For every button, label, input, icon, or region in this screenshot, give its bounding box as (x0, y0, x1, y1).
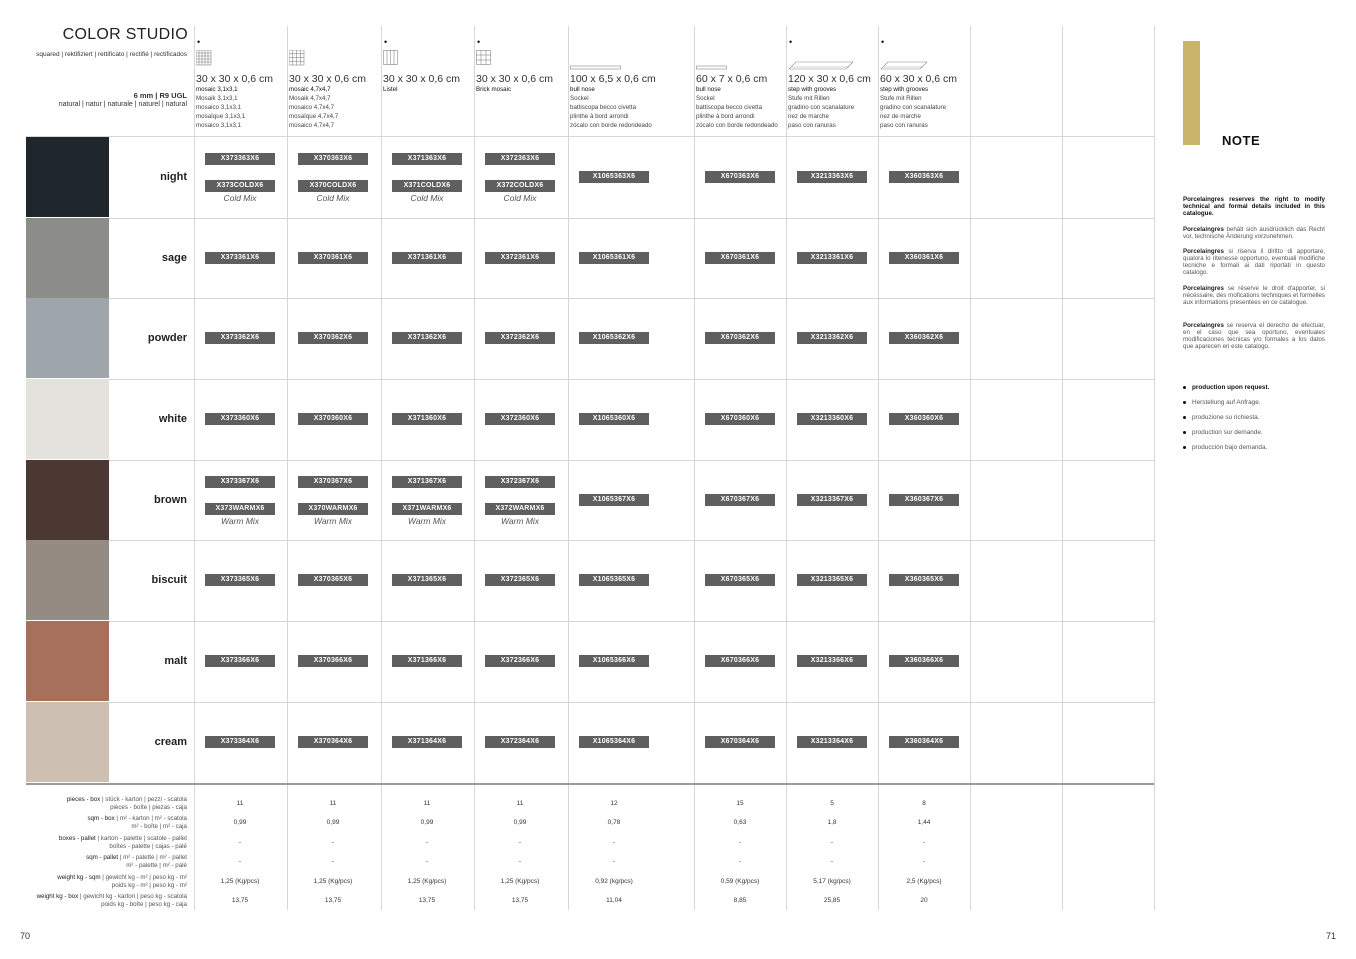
format-description: mosaic 3,1x3,1 (196, 86, 238, 93)
bullet-item: Herstellung auf Anfrage. (1183, 399, 1261, 406)
collection-title: COLOR STUDIO (62, 26, 188, 43)
packaging-value: - (612, 839, 616, 846)
packaging-value: 8,85 (733, 897, 747, 904)
brick-mosaic-icon (476, 50, 492, 71)
format-size: 30 x 30 x 0,6 cm (196, 73, 274, 85)
article-code: X360363X6 (889, 171, 959, 183)
article-code: X670363X6 (705, 171, 775, 183)
article-code: X370360X6 (298, 413, 368, 425)
article-code: X1065361X6 (579, 252, 649, 264)
article-code: X370363X6 (298, 153, 368, 165)
article-code: X670367X6 (705, 494, 775, 506)
article-code: X372361X6 (485, 252, 555, 264)
packaging-value: 13,75 (511, 897, 529, 904)
bullet-item: produzione su richiesta. (1183, 414, 1260, 421)
bullet-icon (1183, 416, 1186, 419)
legal-it: Porcelaingres si riserva il diritto di apportare, qualora lo ritenesse opportuno, eventuali modifiche tecniche e formali ai dati riportati in questo catalogo. (1183, 248, 1325, 276)
packaging-value: 0,63 (733, 819, 747, 826)
mix-label: Cold Mix (503, 193, 537, 203)
packaging-value: 11 (329, 800, 337, 807)
packaging-value: 13,75 (231, 897, 249, 904)
packaging-label-translations: pièces - boîte | piezas - caja (110, 804, 187, 811)
article-code: X1065365X6 (579, 574, 649, 586)
grid-line (287, 26, 288, 910)
packaging-value: 11 (236, 800, 244, 807)
article-code: X371365X6 (392, 574, 462, 586)
note-title: NOTE (1222, 133, 1261, 148)
legal-fr: Porcelaingres se réserve le droit d'apporter, si nécéssaire, des mofications techniques et formelles aux informations presentées en ce catalogue. (1183, 285, 1325, 306)
table-divider (26, 783, 1154, 785)
thickness-label: 6 mm | R9 UGL (133, 91, 187, 100)
packaging-value: - (425, 839, 429, 846)
grid-line (694, 26, 695, 910)
format-size: 120 x 30 x 0,6 cm (788, 73, 871, 85)
format-description: Stufe mit Rillen (880, 95, 922, 102)
article-code: X373362X6 (205, 332, 275, 344)
packaging-label (20, 815, 187, 831)
packaging-value: 0,99 (233, 819, 247, 826)
packaging-value: 25,85 (823, 897, 841, 904)
format-description: bull nose (570, 86, 595, 93)
packaging-label-translations: | m² - karton | m² - scatola (114, 815, 187, 822)
packaging-value: 13,75 (324, 897, 342, 904)
article-code: X1065360X6 (579, 413, 649, 425)
mix-label: Cold Mix (410, 193, 444, 203)
color-name-powder: powder (147, 332, 187, 344)
packaging-value: - (922, 839, 926, 846)
packaging-value: 13,75 (418, 897, 436, 904)
article-code: X373363X6 (205, 153, 275, 165)
article-code: X370361X6 (298, 252, 368, 264)
packaging-value: 12 (610, 800, 618, 807)
legal-de: Porcelaingres behält sich ausdrücklich das Recht vor, technische Änderung vorzunehmen. (1183, 226, 1325, 240)
grid-line (381, 26, 382, 910)
packaging-value: - (425, 858, 429, 865)
article-code: X3213366X6 (797, 655, 867, 667)
packaging-label-translations: | karton - palette | scatole - pallet (95, 835, 187, 842)
article-code: X1065362X6 (579, 332, 649, 344)
format-description: Sockel (696, 95, 715, 102)
packaging-value: 0,99 (326, 819, 340, 826)
packaging-value: - (238, 858, 242, 865)
color-name-biscuit: biscuit (151, 574, 187, 586)
format-description: nez de marche (880, 113, 921, 120)
packaging-value: - (238, 839, 242, 846)
mix-label: Cold Mix (223, 193, 257, 203)
article-code: X3213367X6 (797, 494, 867, 506)
format-description: zócalo con borde redondeado (696, 122, 778, 129)
mix-label: Warm Mix (313, 516, 353, 526)
packaging-label (20, 893, 187, 909)
article-code: X371360X6 (392, 413, 462, 425)
color-name-malt: malt (164, 655, 187, 667)
packaging-label (20, 874, 187, 890)
mix-code: X371WARMX6 (392, 503, 462, 515)
packaging-label (20, 796, 187, 812)
bullet-icon (1183, 446, 1186, 449)
swatch-brown (26, 460, 109, 540)
packaging-value: 11 (516, 800, 524, 807)
note-accent-bar (1183, 41, 1200, 145)
packaging-value: 2,5 (Kg/pcs) (906, 878, 942, 885)
format-description: gradino con scanalature (788, 104, 855, 111)
article-code: X360362X6 (889, 332, 959, 344)
packaging-value: 1,25 (Kg/pcs) (313, 878, 353, 885)
mix-code: X370WARMX6 (298, 503, 368, 515)
availability-dot: • (881, 37, 885, 47)
article-code: X371364X6 (392, 736, 462, 748)
grid-line (194, 26, 195, 910)
mix-code: X373COLDX6 (205, 180, 275, 192)
availability-dot: • (477, 37, 481, 47)
packaging-value: 0,99 (513, 819, 527, 826)
format-description: Listel (383, 86, 398, 93)
format-description: battiscopa becco civetta (696, 104, 763, 111)
format-size: 30 x 30 x 0,6 cm (289, 73, 367, 85)
grid-line (878, 26, 879, 910)
format-description: Brick mosaic (476, 86, 512, 93)
packaging-value: 11 (423, 800, 431, 807)
bullet-item: production upon request. (1183, 384, 1269, 391)
format-description: gradino con scanalature (880, 104, 947, 111)
packaging-label-main: sqm - pallet (86, 854, 119, 861)
color-name-cream: cream (154, 736, 187, 748)
packaging-value: 20 (920, 897, 928, 904)
grid-line (26, 298, 1154, 299)
article-code: X373361X6 (205, 252, 275, 264)
article-code: X360365X6 (889, 574, 959, 586)
format-description: step with grooves (880, 86, 929, 93)
article-code: X3213362X6 (797, 332, 867, 344)
grid-line (26, 702, 1154, 703)
article-code: X360360X6 (889, 413, 959, 425)
article-code: X1065367X6 (579, 494, 649, 506)
mix-label: Warm Mix (407, 516, 447, 526)
format-size: 30 x 30 x 0,6 cm (476, 73, 554, 85)
article-code: X372360X6 (485, 413, 555, 425)
article-code: X670360X6 (705, 413, 775, 425)
article-code: X3213364X6 (797, 736, 867, 748)
format-size: 30 x 30 x 0,6 cm (383, 73, 461, 85)
packaging-label-translations: m² - palette | m² - palé (126, 862, 187, 869)
mix-code: X371COLDX6 (392, 180, 462, 192)
surface-label: natural | natur | naturale | naturel | natural (58, 101, 187, 108)
article-code: X373365X6 (205, 574, 275, 586)
grid-line (1154, 26, 1155, 910)
packaging-label (20, 835, 187, 851)
packaging-value: 0,59 (Kg/pcs) (720, 878, 760, 885)
article-code: X372367X6 (485, 476, 555, 488)
packaging-label-translations: | stück - karton | pezzi - scatola (100, 796, 187, 803)
mix-code: X373WARMX6 (205, 503, 275, 515)
format-description: nez de marche (788, 113, 829, 120)
swatch-sage (26, 218, 109, 298)
article-code: X3213361X6 (797, 252, 867, 264)
packaging-value: - (922, 858, 926, 865)
mix-code: X370COLDX6 (298, 180, 368, 192)
packaging-label-main: sqm - box (87, 815, 115, 822)
article-code: X360366X6 (889, 655, 959, 667)
article-code: X371366X6 (392, 655, 462, 667)
format-description: mosaico 4,7x4,7 (289, 104, 335, 111)
company-name: Porcelaingres (1183, 285, 1224, 292)
packaging-label-translations: poids kg - m² | peso kg - m² (111, 882, 187, 889)
page-number-right: 71 (1326, 931, 1337, 941)
format-description: bull nose (696, 86, 721, 93)
mosaic-4-icon (289, 50, 305, 71)
listel-icon (383, 50, 399, 71)
article-code: X670362X6 (705, 332, 775, 344)
format-description: mosaic 4,7x4,7 (289, 86, 331, 93)
format-description: Sockel (570, 95, 589, 102)
format-size: 60 x 7 x 0,6 cm (696, 73, 768, 85)
packaging-label-main: weight kg - box (36, 893, 79, 900)
packaging-value: 1,44 (917, 819, 931, 826)
availability-dot: • (789, 37, 793, 47)
format-description: plinthe à bord arrondi (570, 113, 629, 120)
packaging-label-translations: | gewicht kg - m² | peso kg - m² (100, 874, 187, 881)
packaging-value: 8 (922, 800, 926, 807)
article-code: X3213360X6 (797, 413, 867, 425)
packaging-value: - (331, 858, 335, 865)
packaging-value: 0,92 (kg/pcs) (595, 878, 633, 885)
article-code: X1065364X6 (579, 736, 649, 748)
packaging-value: - (518, 839, 522, 846)
swatch-powder (26, 298, 109, 378)
format-description: zócalo con borde redondeado (570, 122, 652, 129)
article-code: X370364X6 (298, 736, 368, 748)
color-name-white: white (158, 413, 187, 425)
article-code: X360361X6 (889, 252, 959, 264)
packaging-value: - (331, 839, 335, 846)
packaging-label-main: weight kg - sqm (57, 874, 101, 881)
article-code: X371363X6 (392, 153, 462, 165)
color-name-night: night (160, 171, 187, 183)
packaging-label-main: boxes - pallet (58, 835, 96, 842)
mix-label: Warm Mix (220, 516, 260, 526)
packaging-value: 1,8 (827, 819, 837, 826)
packaging-value: 5,17 (kg/pcs) (813, 878, 851, 885)
legal-en: Porcelaingres reserves the right to modify technical and formal details included in this catalogue. (1183, 196, 1325, 217)
format-description: mosaico 3,1x3,1 (196, 122, 242, 129)
article-code: X370367X6 (298, 476, 368, 488)
grid-line (1062, 26, 1063, 910)
grid-line (26, 379, 1154, 380)
packaging-label-translations: | m² - palette | m² - pallet (118, 854, 187, 861)
grid-line (786, 26, 787, 910)
bullet-icon (1183, 401, 1186, 404)
format-description: Stufe mit Rillen (788, 95, 830, 102)
packaging-label-translations: boîtes - palette | cajas - palé (109, 843, 187, 850)
format-description: plinthe à bord arrondi (696, 113, 755, 120)
article-code: X372365X6 (485, 574, 555, 586)
availability-dot: • (384, 37, 388, 47)
format-description: step with grooves (788, 86, 837, 93)
packaging-value: 1,25 (Kg/pcs) (407, 878, 447, 885)
bullet-icon (1183, 431, 1186, 434)
article-code: X372362X6 (485, 332, 555, 344)
grid-line (26, 460, 1154, 461)
packaging-value: 11,04 (606, 897, 622, 904)
article-code: X1065366X6 (579, 655, 649, 667)
packaging-value: 5 (830, 800, 834, 807)
format-description: battiscopa becco civetta (570, 104, 637, 111)
mosaic-3-icon (196, 50, 212, 71)
article-code: X670364X6 (705, 736, 775, 748)
color-name-sage: sage (161, 252, 187, 264)
availability-dot: • (197, 37, 201, 47)
mix-label: Cold Mix (316, 193, 350, 203)
article-code: X373367X6 (205, 476, 275, 488)
format-description: paso con ranuras (788, 122, 836, 129)
format-size: 100 x 6,5 x 0,6 cm (570, 73, 656, 85)
article-code: X360364X6 (889, 736, 959, 748)
article-code: X371361X6 (392, 252, 462, 264)
article-code: X370362X6 (298, 332, 368, 344)
company-name: Porcelaingres (1183, 322, 1224, 329)
packaging-value: 0,99 (420, 819, 434, 826)
swatch-malt (26, 621, 109, 701)
format-size: 60 x 30 x 0,6 cm (880, 73, 958, 85)
swatch-biscuit (26, 540, 109, 620)
grid-line (26, 540, 1154, 541)
packaging-value: - (830, 839, 834, 846)
packaging-value: 1,25 (Kg/pcs) (220, 878, 260, 885)
grid-line (26, 621, 1154, 622)
article-code: X670365X6 (705, 574, 775, 586)
packaging-value: 15 (736, 800, 744, 807)
swatch-night (26, 137, 109, 217)
article-code: X371362X6 (392, 332, 462, 344)
article-code: X370365X6 (298, 574, 368, 586)
swatch-cream (26, 702, 109, 782)
article-code: X1065363X6 (579, 171, 649, 183)
company-name: Porcelaingres (1183, 248, 1224, 255)
legal-es: Porcelaingres se reserva el derecho de efectuar, en el caso que sea oportuno, eventuales modificaciones tecnicas y/o formales a los datos que aparecen en este catalogo. (1183, 322, 1325, 350)
format-description: Mosaik 4,7x4,7 (289, 95, 331, 102)
grid-line (568, 26, 569, 910)
grid-line (970, 26, 971, 910)
bullet-item: producción bajo demanda. (1183, 444, 1267, 451)
article-code: X3213363X6 (797, 171, 867, 183)
packaging-value: 1,25 (Kg/pcs) (500, 878, 540, 885)
packaging-value: 0,78 (607, 819, 621, 826)
packaging-label-main: pieces - box (66, 796, 101, 803)
packaging-label-translations: m² - boîte | m² - caja (131, 823, 187, 830)
packaging-label-translations: poids kg - boîte | peso kg - caja (101, 901, 187, 908)
finish-line: squared | rektifiziert | rettificato | rectifié | rectificados (36, 51, 187, 58)
article-code: X372366X6 (485, 655, 555, 667)
article-code: X670366X6 (705, 655, 775, 667)
packaging-value: - (738, 858, 742, 865)
mix-code: X372WARMX6 (485, 503, 555, 515)
article-code: X373360X6 (205, 413, 275, 425)
swatch-white (26, 379, 109, 459)
grid-line (474, 26, 475, 910)
mix-code: X372COLDX6 (485, 180, 555, 192)
format-description: mosaico 4,7x4,7 (289, 122, 335, 129)
article-code: X360367X6 (889, 494, 959, 506)
page-number-left: 70 (20, 931, 31, 941)
packaging-value: - (518, 858, 522, 865)
grid-line (26, 218, 1154, 219)
article-code: X372363X6 (485, 153, 555, 165)
mix-label: Warm Mix (500, 516, 540, 526)
article-code: X370366X6 (298, 655, 368, 667)
article-code: X372364X6 (485, 736, 555, 748)
bullet-icon (1183, 386, 1186, 389)
packaging-value: - (612, 858, 616, 865)
packaging-value: - (830, 858, 834, 865)
bullet-item: production sur demande. (1183, 429, 1263, 436)
format-description: mosaïque 3,1x3,1 (196, 113, 246, 120)
packaging-value: - (738, 839, 742, 846)
article-code: X371367X6 (392, 476, 462, 488)
article-code: X373364X6 (205, 736, 275, 748)
article-code: X373366X6 (205, 655, 275, 667)
color-name-brown: brown (154, 494, 187, 506)
format-description: paso con ranuras (880, 122, 928, 129)
format-description: mosaico 3,1x3,1 (196, 104, 242, 111)
format-description: Mosaik 3,1x3,1 (196, 95, 238, 102)
company-name: Porcelaingres (1183, 226, 1224, 233)
packaging-label (20, 854, 187, 870)
article-code: X3213365X6 (797, 574, 867, 586)
packaging-label-translations: | gewicht kg - karton | peso kg - scatola (78, 893, 187, 900)
article-code: X670361X6 (705, 252, 775, 264)
grid-line (26, 136, 1154, 137)
format-description: mosaïque 4,7x4,7 (289, 113, 339, 120)
